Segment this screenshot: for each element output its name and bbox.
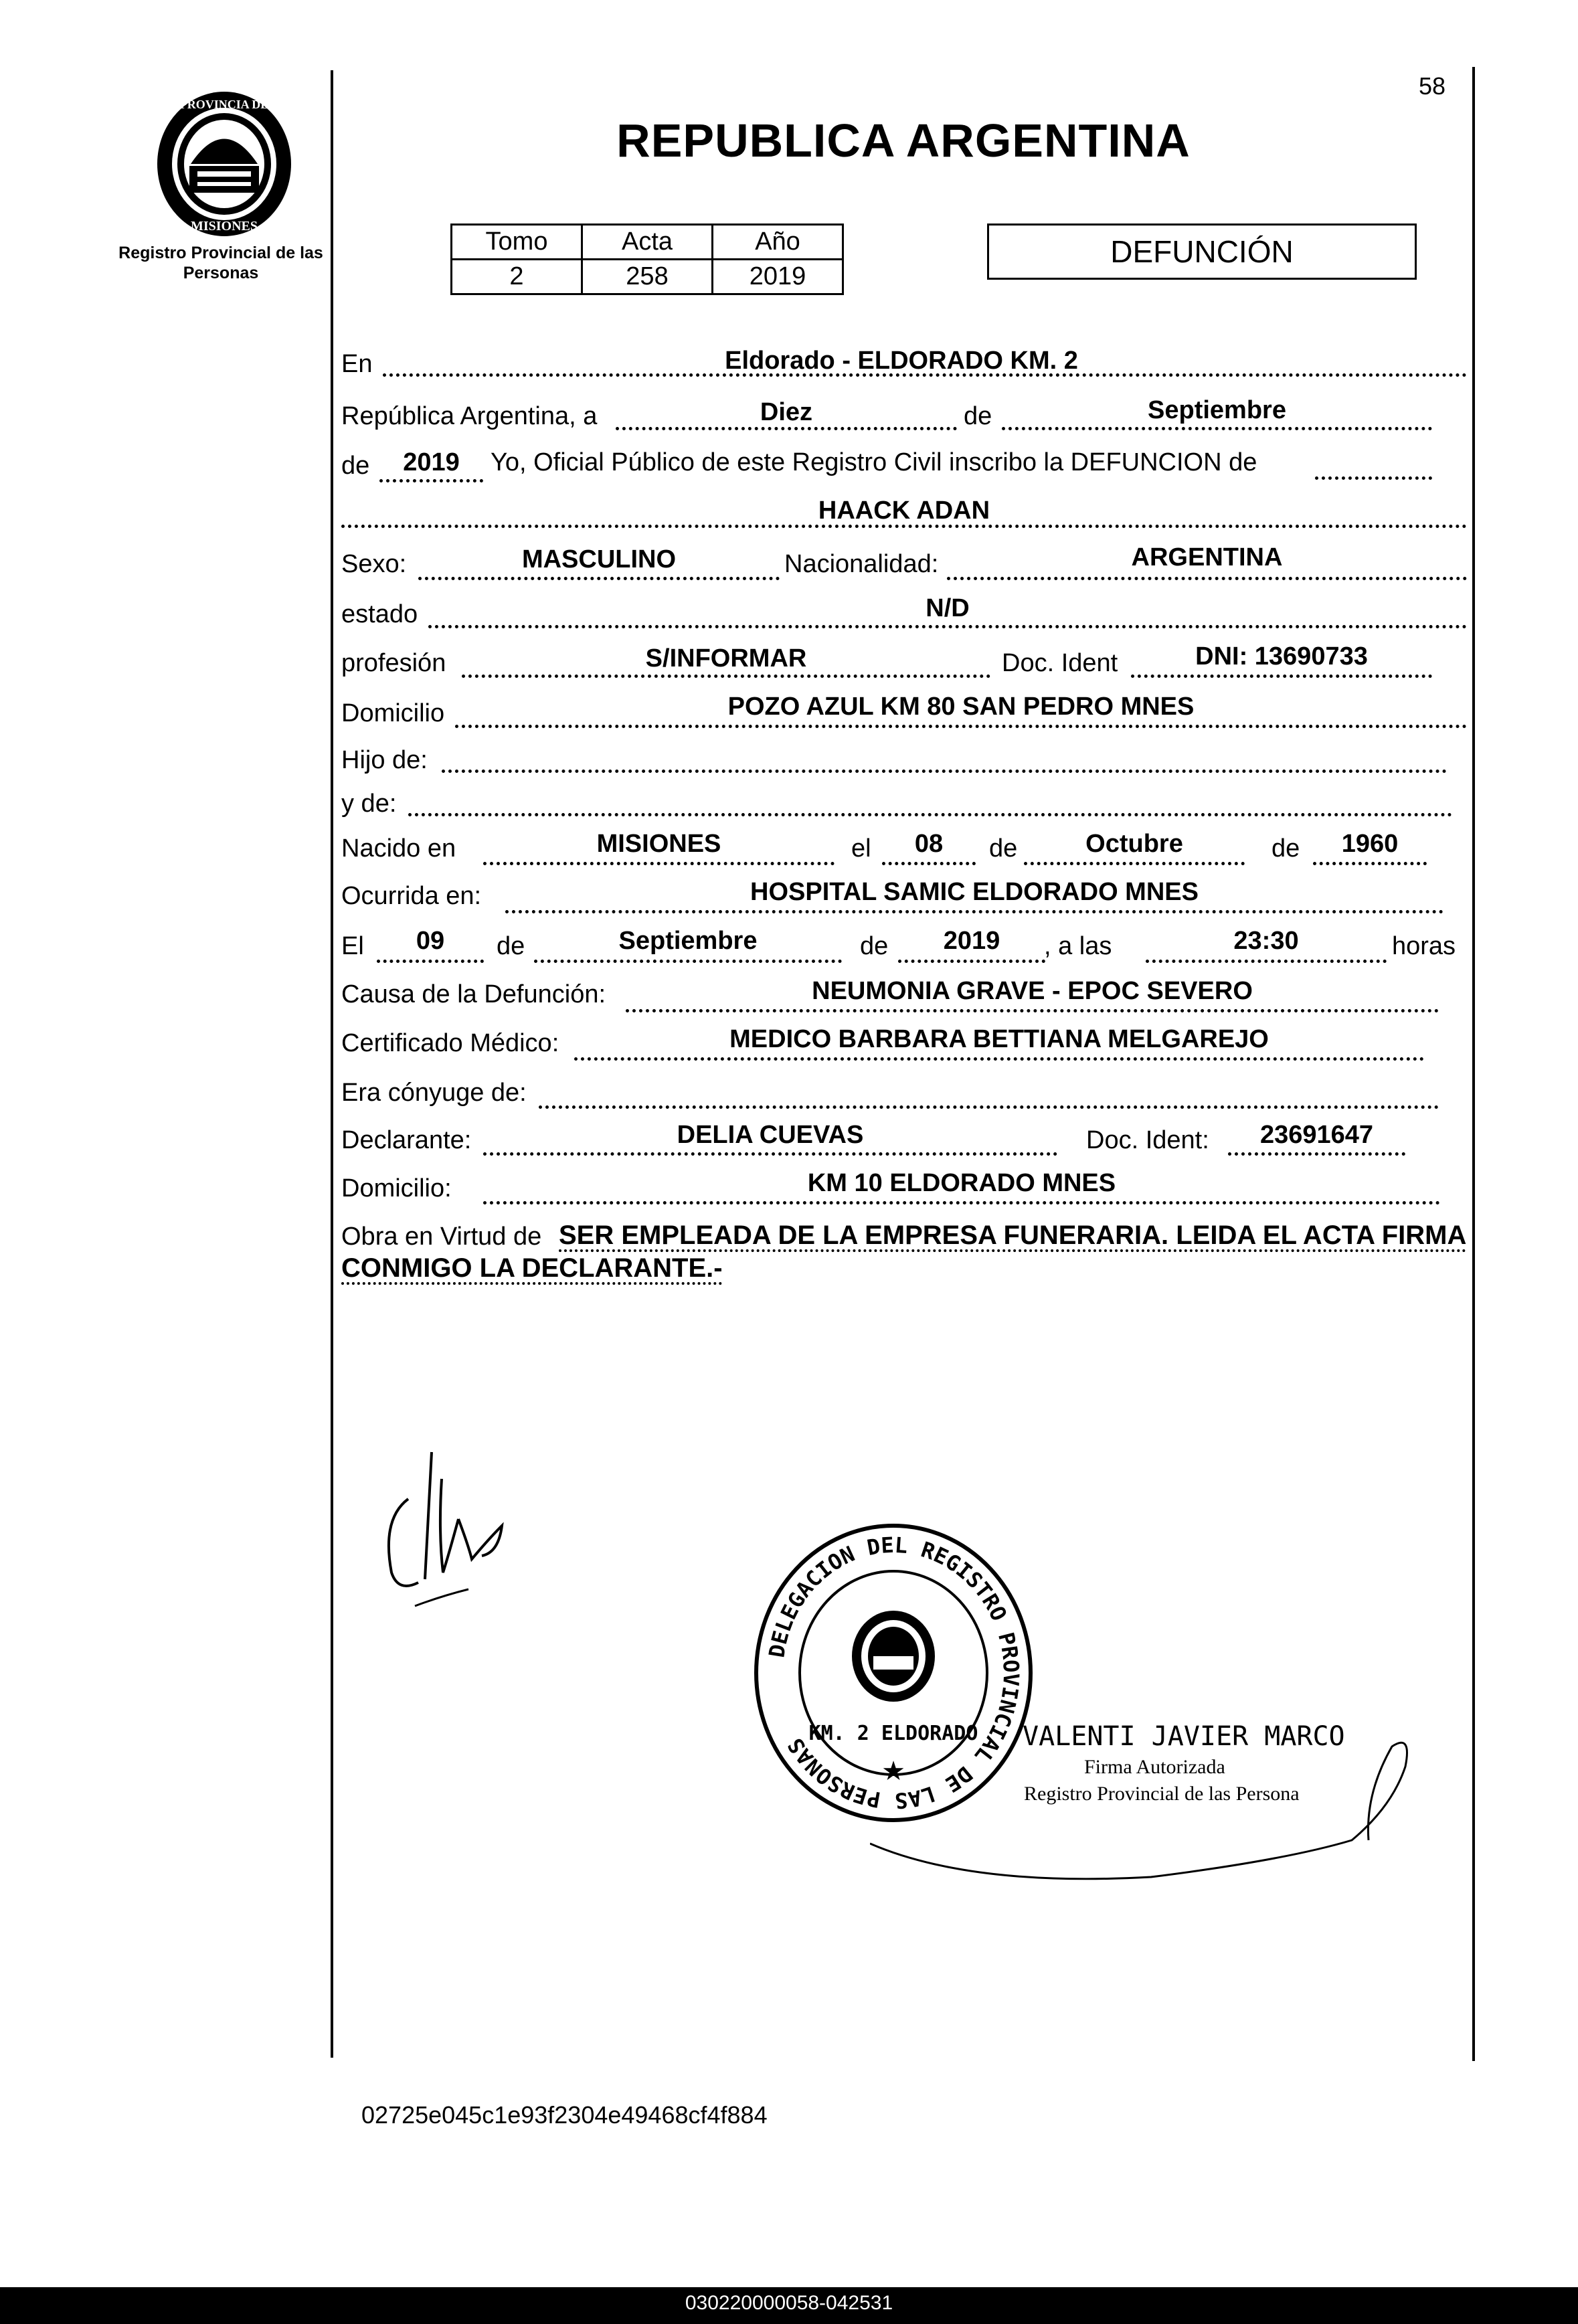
label-causa: Causa de la Defunción: xyxy=(341,980,606,1008)
label-de-def-mes: de xyxy=(497,932,525,960)
official-registro: Registro Provincial de las Persona xyxy=(1024,1783,1300,1805)
label-y-de: y de: xyxy=(341,790,397,818)
label-estado: estado xyxy=(341,600,418,628)
label-domicilio-declarante: Domicilio: xyxy=(341,1174,452,1202)
dots-def-anio xyxy=(898,960,1045,963)
label-de-def-anio: de xyxy=(860,932,889,960)
dots-declarante-domicilio xyxy=(483,1201,1440,1204)
dots-conyuge xyxy=(539,1105,1439,1109)
label-domicilio: Domicilio xyxy=(341,699,445,727)
label-de-mes: de xyxy=(964,402,992,430)
value-ocurrida-en: HOSPITAL SAMIC ELDORADO MNES xyxy=(750,878,1199,906)
dots-def-dia xyxy=(377,960,484,963)
value-def-dia: 09 xyxy=(416,927,445,955)
value-nac-anio: 1960 xyxy=(1341,830,1399,858)
value-obra-virtud-line2: CONMIGO LA DECLARANTE.- xyxy=(341,1253,723,1283)
svg-text:PROVINCIA DE: PROVINCIA DE xyxy=(179,98,269,111)
label-doc-ident-declarante: Doc. Ident: xyxy=(1086,1126,1209,1154)
label-de-nac-mes: de xyxy=(989,834,1018,863)
label-conyuge: Era cónyuge de: xyxy=(341,1079,527,1107)
svg-text:DELEGACION DEL REGISTRO PROVIN: DELEGACION DEL REGISTRO PROVINCIAL DE LAS PERSONAS xyxy=(764,1532,1025,1814)
page-number: 58 xyxy=(1419,72,1446,100)
value-def-hora: 23:30 xyxy=(1233,927,1299,955)
label-a-las: , a las xyxy=(1044,932,1112,960)
official-signature-flourish xyxy=(870,1713,1432,1900)
footer-code: 030220000058-042531 xyxy=(685,2292,893,2314)
value-dia: Diez xyxy=(760,398,813,426)
svg-text:KM. 2 ELDORADO: KM. 2 ELDORADO xyxy=(808,1722,978,1745)
value-nac-dia: 08 xyxy=(914,830,944,858)
left-margin-line xyxy=(331,70,333,2058)
dots-nac-mes xyxy=(1024,862,1245,865)
document-hash: 02725e045c1e93f2304e49468cf4f884 xyxy=(361,2101,768,2129)
dots-dni xyxy=(1131,675,1432,678)
dots-nac-anio xyxy=(1313,862,1427,865)
right-margin-line xyxy=(1472,67,1475,2061)
dots-y-de xyxy=(408,813,1452,816)
dots-mes xyxy=(1002,427,1432,430)
label-horas: horas xyxy=(1392,932,1456,960)
value-lugar: Eldorado - ELDORADO KM. 2 xyxy=(725,347,1078,375)
document-type-box: DEFUNCIÓN xyxy=(987,224,1417,280)
value-profesion: S/INFORMAR xyxy=(645,644,807,673)
label-ocurrida-en: Ocurrida en: xyxy=(341,882,482,910)
value-nombre: HAACK ADAN xyxy=(818,497,990,525)
dots-def-mes xyxy=(534,960,842,963)
registry-value-tomo: 2 xyxy=(452,260,582,294)
label-sexo: Sexo: xyxy=(341,550,407,578)
value-obra-virtud-line1: SER EMPLEADA DE LA EMPRESA FUNERARIA. LEIDA EL ACTA FIRMA xyxy=(559,1221,1467,1250)
official-firma-autorizada: Firma Autorizada xyxy=(1084,1756,1225,1778)
value-declarante: DELIA CUEVAS xyxy=(677,1121,864,1149)
value-anio: 2019 xyxy=(403,448,460,476)
svg-text:★: ★ xyxy=(881,1757,905,1786)
dots-anio xyxy=(379,479,483,482)
value-causa: NEUMONIA GRAVE - EPOC SEVERO xyxy=(812,977,1253,1005)
value-declarante-doc: 23691647 xyxy=(1259,1121,1374,1149)
label-en: En xyxy=(341,350,373,378)
label-yo-oficial: Yo, Oficial Público de este Registro Civil inscribo la DEFUNCION de xyxy=(491,448,1257,476)
label-republica: República Argentina, a xyxy=(341,402,598,430)
official-name: VALENTI JAVIER MARCO xyxy=(1023,1721,1345,1752)
value-nacionalidad: ARGENTINA xyxy=(1131,543,1283,571)
value-def-anio: 2019 xyxy=(943,927,1000,955)
label-el-cap: El xyxy=(341,932,364,960)
label-el: el xyxy=(851,834,871,863)
crest-caption: Registro Provincial de las Personas xyxy=(118,244,323,282)
value-estado: N/D xyxy=(926,594,970,622)
dots-declarante-doc xyxy=(1228,1152,1405,1156)
label-nacionalidad: Nacionalidad: xyxy=(784,550,939,578)
label-de-nac-anio: de xyxy=(1272,834,1300,863)
registry-header-anio: Año xyxy=(713,225,843,260)
label-obra-virtud: Obra en Virtud de xyxy=(341,1223,542,1251)
value-nac-mes: Octubre xyxy=(1085,830,1183,858)
registry-value-acta: 258 xyxy=(582,260,713,294)
dots-dia xyxy=(616,427,957,430)
label-declarante: Declarante: xyxy=(341,1126,472,1154)
value-domicilio: POZO AZUL KM 80 SAN PEDRO MNES xyxy=(727,693,1195,721)
declarant-signature xyxy=(368,1439,522,1619)
dots-causa xyxy=(626,1009,1439,1012)
dots-profesion xyxy=(462,675,990,678)
label-nacido-en: Nacido en xyxy=(341,834,456,863)
dots-declarante xyxy=(483,1152,1057,1156)
page-title: REPUBLICA ARGENTINA xyxy=(616,114,1191,167)
provincial-crest-seal xyxy=(151,87,298,241)
label-certificado: Certificado Médico: xyxy=(341,1029,559,1057)
dots-domicilio xyxy=(455,725,1467,728)
label-doc-ident: Doc. Ident xyxy=(1002,649,1118,677)
dots-nacido-en xyxy=(483,862,835,865)
dots-nac-dia xyxy=(882,862,976,865)
label-profesion: profesión xyxy=(341,649,446,677)
dots-def-hora xyxy=(1146,960,1387,963)
dots-certificado xyxy=(574,1057,1424,1061)
dots-sexo xyxy=(418,577,780,580)
value-dni: DNI: 13690733 xyxy=(1195,642,1368,671)
label-de-anio: de xyxy=(341,452,370,480)
dots-nacionalidad xyxy=(947,577,1467,580)
registry-value-anio: 2019 xyxy=(713,260,843,294)
dots-estado xyxy=(428,625,1467,628)
registry-header-tomo: Tomo xyxy=(452,225,582,260)
dots-ocurrida-en xyxy=(505,910,1443,913)
value-sexo: MASCULINO xyxy=(521,545,677,573)
dots-hijo-de xyxy=(442,770,1447,773)
svg-text:MISIONES: MISIONES xyxy=(190,219,258,234)
value-mes: Septiembre xyxy=(1148,396,1286,424)
value-nacido-en: MISIONES xyxy=(596,830,721,858)
value-def-mes: Septiembre xyxy=(618,927,758,955)
registry-table xyxy=(450,224,844,295)
dots-yo-oficial xyxy=(1315,476,1432,480)
value-certificado: MEDICO BARBARA BETTIANA MELGAREJO xyxy=(729,1025,1269,1053)
value-declarante-domicilio: KM 10 ELDORADO MNES xyxy=(807,1169,1116,1197)
registry-header-acta: Acta xyxy=(582,225,713,260)
label-hijo-de: Hijo de: xyxy=(341,746,428,774)
